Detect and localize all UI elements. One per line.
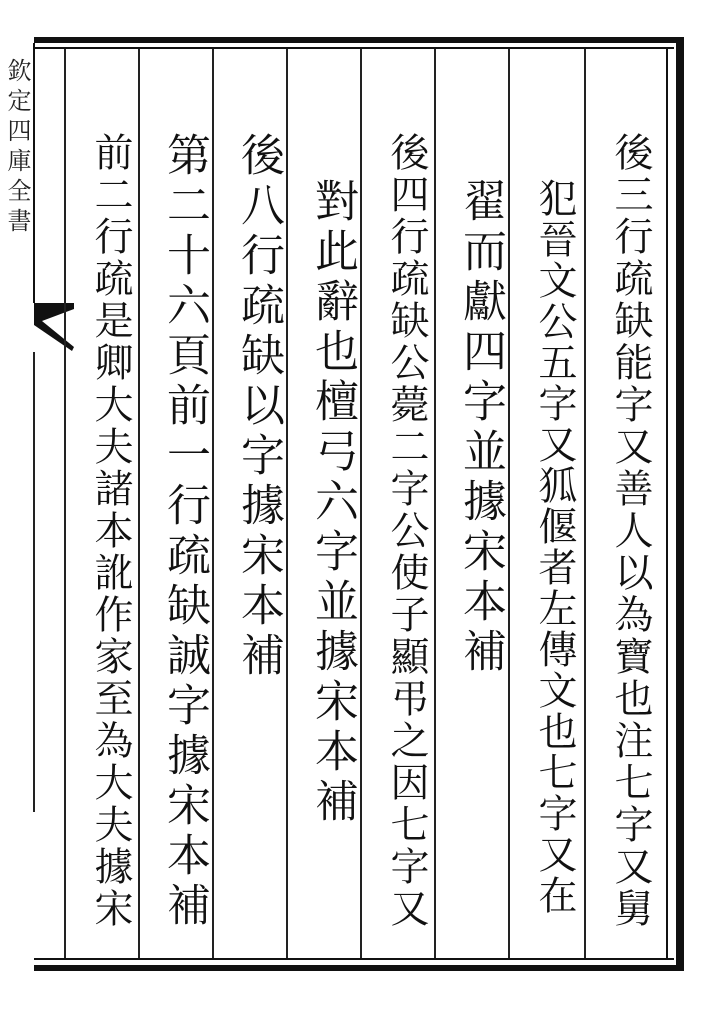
margin-border bbox=[33, 43, 35, 303]
column-rule bbox=[64, 49, 66, 958]
frame-top-border bbox=[34, 37, 684, 43]
book-title: 欽定四庫全書 bbox=[3, 58, 31, 238]
frame-right-border bbox=[676, 37, 684, 971]
text-column-4: 後四行疏缺公薨二字公使子顯弔之因七字又 bbox=[384, 132, 429, 930]
text-column-5: 對此辭也檀弓六字並據宋本補 bbox=[307, 178, 358, 828]
fishtail-mark-icon bbox=[34, 303, 74, 353]
frame-top-inner-border bbox=[34, 47, 674, 49]
text-column-8: 前二行疏是卿大夫諸本訛作家至為大夫據宋 bbox=[88, 132, 133, 930]
text-column-6: 後八行疏缺以字據宋本補 bbox=[233, 132, 284, 682]
gutter-border bbox=[33, 352, 35, 812]
text-column-2: 犯晉文公五字又狐偃者左傳文也七字又在 bbox=[532, 178, 577, 916]
text-column-3: 翟而獻四字並據宋本補 bbox=[455, 178, 506, 678]
text-column-1: 後三行疏缺能字又善人以為寶也注七字又舅 bbox=[608, 132, 653, 930]
text-column-7: 第二十六頁前一行疏缺誠字據宋本補 bbox=[159, 132, 210, 932]
frame-right-inner-border bbox=[666, 47, 668, 960]
